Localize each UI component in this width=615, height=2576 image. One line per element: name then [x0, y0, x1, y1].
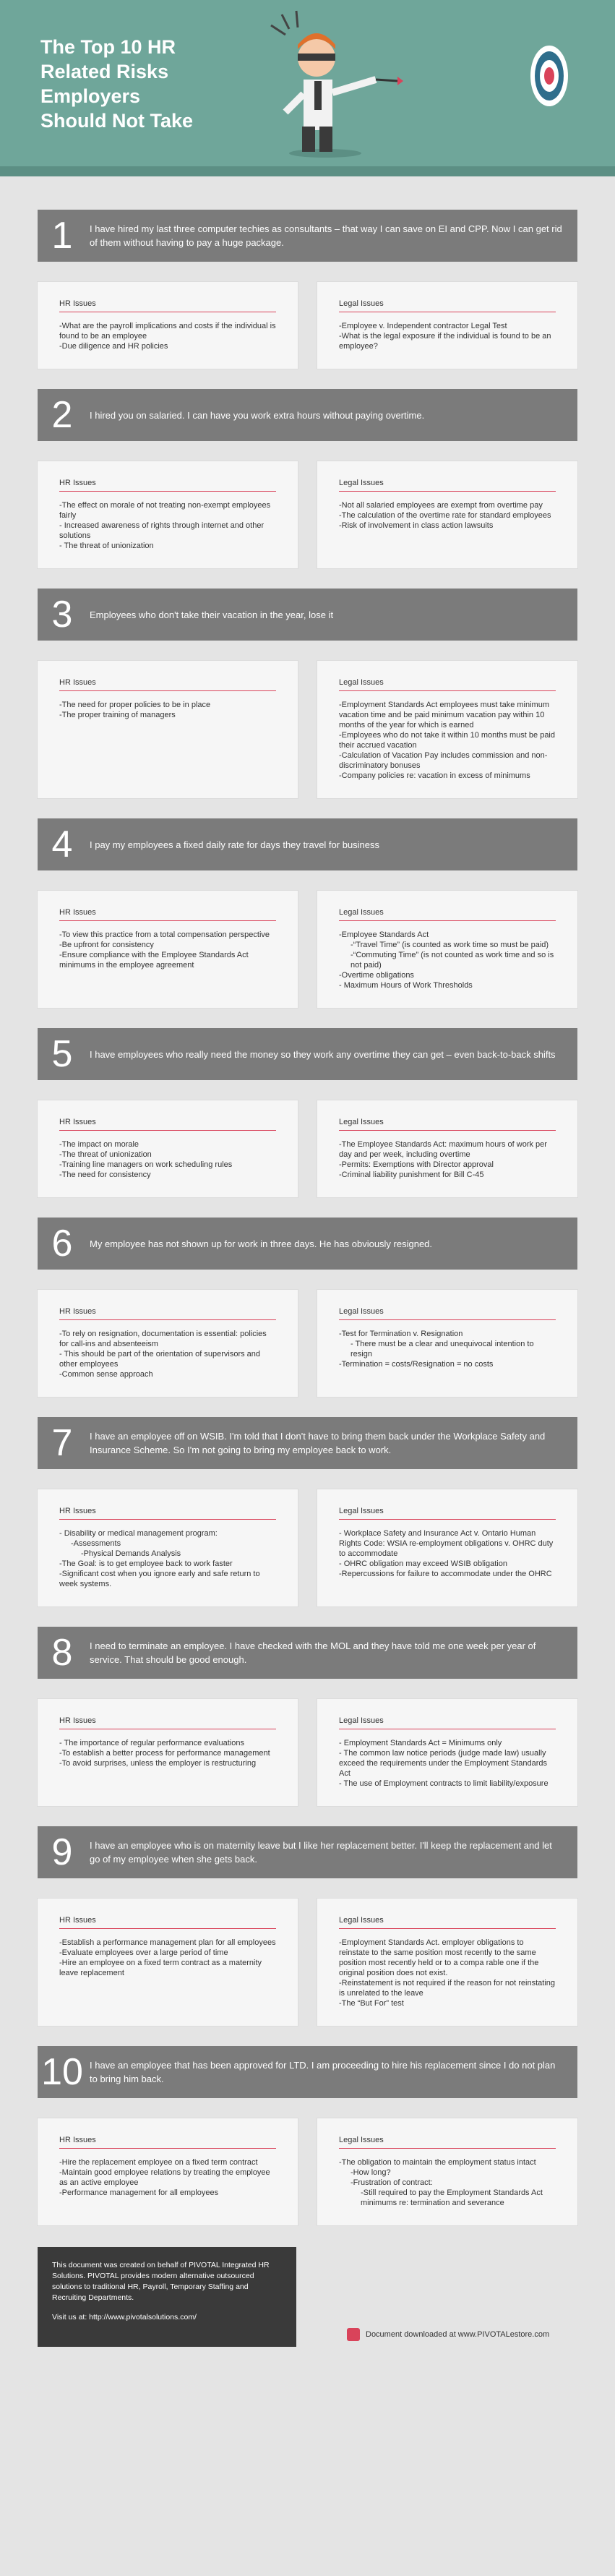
- list-item: -Risk of involvement in class action lawsuits: [339, 521, 494, 530]
- issue-list: [59, 1528, 276, 1589]
- hr-issues-card: [38, 1699, 298, 1806]
- title-line: Employers: [40, 85, 141, 107]
- legal-issues-card: [317, 661, 577, 798]
- list-item: - There must be a clear and unequivocal intention to resign: [350, 1340, 534, 1358]
- issue-list: [59, 1139, 276, 1180]
- list-item: -Ensure compliance with the Employee Standards Act minimums in the employee agreement: [59, 951, 249, 970]
- risk-question: I hired you on salaried. I can have you work extra hours without paying overtime.: [90, 409, 425, 421]
- list-item: -Repercussions for failure to accommodate under the OHRC: [339, 1570, 552, 1578]
- list-item: -The “But For” test: [339, 1999, 404, 2008]
- card-title: HR Issues: [59, 1507, 276, 1520]
- list-item: - OHRC obligation may exceed WSIB obligation: [339, 1559, 507, 1568]
- list-item: -The proper training of managers: [59, 711, 176, 719]
- risk-section: [38, 1826, 577, 2026]
- card-title: Legal Issues: [339, 908, 556, 921]
- card-title: HR Issues: [59, 1307, 276, 1320]
- card-title: HR Issues: [59, 479, 276, 492]
- issue-list: [59, 2157, 276, 2198]
- footer-info-box: [38, 2247, 296, 2347]
- list-item: -“Commuting Time” (is not counted as work time and so is not paid): [350, 951, 554, 970]
- list-item: -Maintain good employee relations by treating the employee as an active employee: [59, 2168, 270, 2187]
- risk-number: 5: [51, 1033, 73, 1075]
- legal-issues-card: [317, 891, 577, 1008]
- download-note: [347, 2328, 549, 2341]
- risk-question: I have hired my last three computer techies as consultants – that way I can save on EI and CPP. Now I can get rid of them without having to pay a huge package.: [90, 223, 562, 248]
- list-item: -Still required to pay the Employment Standards Act minimums re: termination and severance: [361, 2188, 543, 2207]
- legal-issues-card: [317, 1290, 577, 1397]
- header-banner: [0, 0, 615, 176]
- issue-list: [59, 700, 276, 720]
- list-item: -Employment Standards Act. employer obligations to reinstate to the same position most recently to the same position most recently held or to a compa rable one if the original position does not exist.: [339, 1938, 539, 1977]
- list-item: -Employee Standards Act: [339, 930, 429, 939]
- footer-about-text: This document was created on behalf of PIVOTAL Integrated HR Solutions. PIVOTAL provides modern alternative outsourced solutions to traditional HR, Payroll, Temporary Staffing and Recruiting Departments.: [52, 2261, 270, 2302]
- risk-section: [38, 818, 577, 1008]
- risk-number: 8: [51, 1632, 73, 1674]
- issue-list: [59, 930, 276, 970]
- risk-bar: [38, 1826, 577, 1878]
- risk-number: 7: [51, 1422, 73, 1464]
- card-title: Legal Issues: [339, 479, 556, 492]
- hr-issues-card: [38, 1100, 298, 1197]
- title-line: The Top 10 HR: [40, 36, 176, 58]
- issue-list: [339, 1528, 556, 1579]
- list-item: -Performance management for all employees: [59, 2188, 219, 2197]
- issue-list: [59, 1738, 276, 1768]
- issue-list: [339, 1139, 556, 1180]
- list-item: -Employee v. Independent contractor Legal Test: [339, 322, 507, 330]
- list-item: -The effect on morale of not treating non-exempt employees fairly: [59, 501, 271, 520]
- list-item: -To establish a better process for performance management: [59, 1749, 270, 1758]
- target-icon: [520, 36, 578, 116]
- risk-bar: [38, 589, 577, 641]
- list-item: -Hire the replacement employee on a fixed term contract: [59, 2158, 258, 2167]
- list-item: - Workplace Safety and Insurance Act v. Ontario Human Rights Code: WSIA re-employment obligations v. OHRC duty to accommodate: [339, 1529, 554, 1558]
- issue-cards: [38, 661, 577, 798]
- risk-number: 9: [51, 1831, 73, 1873]
- risk-number: 4: [51, 823, 73, 865]
- list-item: -Training line managers on work scheduling rules: [59, 1160, 233, 1169]
- risk-section: [38, 2046, 577, 2225]
- issue-list: [59, 1938, 276, 1978]
- legal-issues-card: [317, 2118, 577, 2225]
- list-item: -Establish a performance management plan for all employees: [59, 1938, 276, 1947]
- list-item: -Termination = costs/Resignation = no costs: [339, 1360, 494, 1369]
- risk-section: [38, 210, 577, 369]
- risk-section: [38, 1218, 577, 1397]
- list-item: -Common sense approach: [59, 1370, 153, 1379]
- issue-list: [339, 700, 556, 781]
- list-item: -Overtime obligations: [339, 971, 414, 980]
- risk-section: [38, 1028, 577, 1197]
- list-item: -The obligation to maintain the employment status intact: [339, 2158, 536, 2167]
- legal-issues-card: [317, 282, 577, 369]
- issue-cards: [38, 2118, 577, 2225]
- hr-issues-card: [38, 1290, 298, 1397]
- list-item: -Due diligence and HR policies: [59, 342, 168, 351]
- list-item: -The impact on morale: [59, 1140, 139, 1149]
- footer: [0, 2247, 615, 2363]
- footer-visit-link[interactable]: Visit us at: http://www.pivotalsolutions.com/: [52, 2313, 197, 2322]
- card-title: HR Issues: [59, 908, 276, 921]
- risk-bar: [38, 389, 577, 441]
- hr-issues-card: [38, 282, 298, 369]
- risk-bar: [38, 2046, 577, 2098]
- issue-list: [59, 500, 276, 551]
- legal-issues-card: [317, 1899, 577, 2026]
- issue-list: [339, 321, 556, 351]
- risk-question: I have an employee that has been approved for LTD. I am proceeding to hire his replacement since I do not plan to bring him back.: [90, 2060, 556, 2084]
- card-title: HR Issues: [59, 1716, 276, 1729]
- header-strip: [0, 166, 615, 176]
- issue-cards: [38, 1489, 577, 1606]
- card-title: Legal Issues: [339, 299, 556, 312]
- hr-issues-card: [38, 1489, 298, 1606]
- issue-list: [339, 2157, 556, 2208]
- hr-issues-card: [38, 2118, 298, 2225]
- list-item: -Test for Termination v. Resignation: [339, 1330, 463, 1338]
- hr-issues-card: [38, 661, 298, 798]
- risk-question: Employees who don't take their vacation in the year, lose it: [90, 609, 334, 620]
- risk-bar: [38, 818, 577, 870]
- card-title: Legal Issues: [339, 678, 556, 691]
- list-item: -What is the legal exposure if the individual is found to be an employee?: [339, 332, 551, 351]
- risk-bar: [38, 1627, 577, 1679]
- list-item: -To view this practice from a total compensation perspective: [59, 930, 270, 939]
- legal-issues-card: [317, 1699, 577, 1806]
- issue-list: [339, 1938, 556, 2008]
- list-item: -The calculation of the overtime rate for standard employees: [339, 511, 551, 520]
- card-title: HR Issues: [59, 2136, 276, 2149]
- title-line: Related Risks: [40, 61, 169, 82]
- list-item: -“Travel Time” (is counted as work time so must be paid): [350, 941, 549, 949]
- issue-list: [339, 500, 556, 531]
- list-item: -Evaluate employees over a large period of time: [59, 1948, 228, 1957]
- list-item: -Reinstatement is not required if the reason for not reinstating is unrelated to the leave: [339, 1979, 555, 1998]
- hr-issues-card: [38, 891, 298, 1008]
- list-item: - The common law notice periods (judge made law) usually exceed the requirements under the Employment Standards Act: [339, 1749, 547, 1778]
- list-item: - Increased awareness of rights through internet and other solutions: [59, 521, 265, 540]
- risk-question: I have an employee off on WSIB. I'm told that I don't have to bring them back under the Workplace Safety and Insurance Scheme. So I'm not going to bring my employee back to work.: [90, 1431, 546, 1455]
- risk-number: 2: [51, 394, 73, 436]
- risk-number: 1: [51, 215, 73, 257]
- legal-issues-card: [317, 461, 577, 568]
- list-item: -Calculation of Vacation Pay includes commission and non-discriminatory bonuses: [339, 751, 548, 770]
- card-title: Legal Issues: [339, 2136, 556, 2149]
- risk-number: 10: [41, 2051, 83, 2093]
- hr-issues-card: [38, 461, 298, 568]
- card-title: Legal Issues: [339, 1916, 556, 1929]
- risk-question: My employee has not shown up for work in three days. He has obviously resigned.: [90, 1238, 433, 1249]
- pdf-icon: [347, 2328, 360, 2341]
- risk-number: 3: [51, 594, 73, 636]
- card-title: HR Issues: [59, 299, 276, 312]
- risk-bar: [38, 1218, 577, 1270]
- list-item: -Frustration of contract:: [350, 2178, 433, 2187]
- download-text: Document downloaded at www.PIVOTALestore.com: [366, 2330, 550, 2339]
- legal-issues-card: [317, 1100, 577, 1197]
- issue-cards: [38, 1699, 577, 1806]
- card-title: Legal Issues: [339, 1716, 556, 1729]
- issue-list: [59, 1329, 276, 1379]
- list-item: -Not all salaried employees are exempt from overtime pay: [339, 501, 543, 510]
- list-item: -Employees who do not take it within 10 months must be paid their accrued vacation: [339, 731, 555, 750]
- list-item: -What are the payroll implications and costs if the individual is found to be an employee: [59, 322, 276, 341]
- card-title: Legal Issues: [339, 1307, 556, 1320]
- issue-list: [339, 1329, 556, 1369]
- risk-section: [38, 1627, 577, 1806]
- issue-list: [59, 321, 276, 351]
- list-item: - Maximum Hours of Work Thresholds: [339, 981, 473, 990]
- card-title: HR Issues: [59, 1916, 276, 1929]
- list-item: - Employment Standards Act = Minimums only: [339, 1739, 502, 1747]
- issue-cards: [38, 1100, 577, 1197]
- risk-bar: [38, 210, 577, 262]
- main-content: [0, 176, 615, 2225]
- issue-cards: [38, 1899, 577, 2026]
- risk-bar: [38, 1417, 577, 1469]
- hr-issues-card: [38, 1899, 298, 2026]
- list-item: - This should be part of the orientation of supervisors and other employees: [59, 1350, 261, 1369]
- risk-section: [38, 589, 577, 798]
- issue-cards: [38, 282, 577, 369]
- list-item: -The need for consistency: [59, 1171, 151, 1179]
- risk-section: [38, 389, 577, 568]
- card-title: HR Issues: [59, 678, 276, 691]
- list-item: -Assessments: [71, 1539, 121, 1548]
- risk-question: I have employees who really need the money so they work any overtime they can get – even back-to-back shifts: [90, 1048, 556, 1060]
- risk-question: I need to terminate an employee. I have checked with the MOL and they have told me one week per year of service. That should be good enough.: [90, 1640, 536, 1665]
- list-item: -Company policies re: vacation in excess of minimums: [339, 771, 530, 780]
- issue-cards: [38, 1290, 577, 1397]
- list-item: -How long?: [350, 2168, 391, 2177]
- list-item: - The importance of regular performance evaluations: [59, 1739, 244, 1747]
- card-title: Legal Issues: [339, 1507, 556, 1520]
- risk-bar: [38, 1028, 577, 1080]
- list-item: -To avoid surprises, unless the employer is restructuring: [59, 1759, 257, 1768]
- list-item: -Be upfront for consistency: [59, 941, 154, 949]
- list-item: -Significant cost when you ignore early and safe return to week systems.: [59, 1570, 260, 1588]
- issue-list: [339, 1738, 556, 1789]
- list-item: -Criminal liability punishment for Bill C-45: [339, 1171, 484, 1179]
- card-title: HR Issues: [59, 1118, 276, 1131]
- list-item: -Permits: Exemptions with Director approval: [339, 1160, 494, 1169]
- list-item: - Disability or medical management program:: [59, 1529, 218, 1538]
- list-item: -Employment Standards Act employees must take minimum vacation time and be paid minimum vacation pay within 10 months of the year for which is earned: [339, 701, 550, 729]
- risk-question: I pay my employees a fixed daily rate for days they travel for business: [90, 839, 380, 850]
- list-item: - The use of Employment contracts to limit liability/exposure: [339, 1779, 549, 1788]
- card-title: Legal Issues: [339, 1118, 556, 1131]
- list-item: -To rely on resignation, documentation is essential: policies for call-ins and absenteeism: [59, 1330, 267, 1348]
- issue-list: [339, 930, 556, 990]
- risk-question: I have an employee who is on maternity leave but I like her replacement better. I'll keep the replacement and let go of my employee when she gets back.: [90, 1840, 552, 1865]
- list-item: -Physical Demands Analysis: [81, 1549, 181, 1558]
- issue-cards: [38, 891, 577, 1008]
- risk-number: 6: [51, 1223, 73, 1265]
- list-item: -The need for proper policies to be in place: [59, 701, 211, 709]
- list-item: - The threat of unionization: [59, 542, 154, 550]
- blindfolded-businessman-illustration: [217, 0, 405, 166]
- list-item: -The Goal: is to get employee back to work faster: [59, 1559, 233, 1568]
- list-item: -The Employee Standards Act: maximum hours of work per day and per week, including overtime: [339, 1140, 547, 1159]
- issue-cards: [38, 461, 577, 568]
- list-item: -The threat of unionization: [59, 1150, 152, 1159]
- legal-issues-card: [317, 1489, 577, 1606]
- list-item: -Hire an employee on a fixed term contract as a maternity leave replacement: [59, 1959, 262, 1977]
- risk-section: [38, 1417, 577, 1606]
- title-line: Should Not Take: [40, 110, 194, 132]
